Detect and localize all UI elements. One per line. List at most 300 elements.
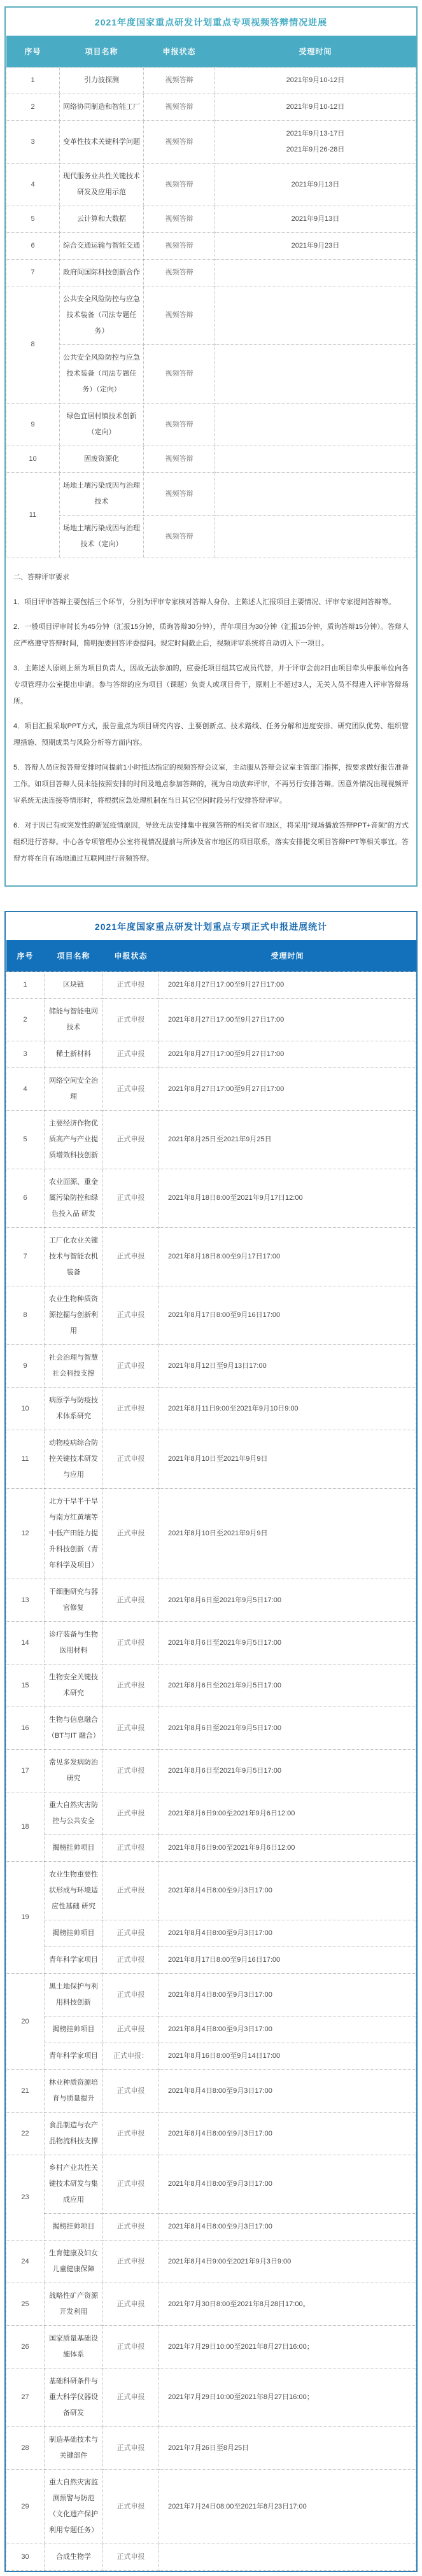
table-row xyxy=(6,1835,416,1862)
project-name-cell: 场地土壤污染成因与治理技术 xyxy=(60,473,144,516)
table-row xyxy=(6,1345,416,1388)
status-cell: 视频答辩 xyxy=(144,404,215,446)
project-name-cell: 绿色宜居村镇技术创新（定向） xyxy=(60,404,144,446)
status-cell: 视频答辩 xyxy=(144,233,215,260)
table-row xyxy=(6,972,416,999)
row-number-cell: 28 xyxy=(6,2427,45,2470)
row-number-cell: 22 xyxy=(6,2113,45,2155)
row-number-cell: 29 xyxy=(6,2470,45,2544)
status-cell: 正式申报 xyxy=(103,1792,159,1835)
row-number-cell: 2 xyxy=(6,94,60,121)
time-cell xyxy=(159,1862,416,1920)
time-line: 2021年8月6日至2021年9月5日17:00 xyxy=(168,1638,281,1647)
time-cell xyxy=(159,1430,416,1489)
status-cell: 正式申报 xyxy=(103,2326,159,2368)
table1-title: 2021年度国家重点研发计划重点专项视频答辩情况进展 xyxy=(94,17,328,27)
project-name-cell: 农业面源、重金属污染防控和绿色投入品 研发 xyxy=(45,1169,103,1228)
row-number-cell: 21 xyxy=(6,2070,45,2113)
project-name-cell: 揭榜挂帅项目 xyxy=(45,2214,103,2241)
time-line: 2021年8月12日至9月13日17:00 xyxy=(168,1362,267,1370)
time-line: 2021年8月6日至2021年9月5日17:00 xyxy=(168,1596,281,1604)
table-row xyxy=(6,1862,416,1920)
status-cell: 正式申报 xyxy=(103,1665,159,1707)
project-name-cell: 稀土新材料 xyxy=(45,1041,103,1068)
time-cell xyxy=(159,2427,416,2470)
time-cell xyxy=(159,1750,416,1792)
table-row xyxy=(6,1622,416,1665)
project-name-cell: 引力波探测 xyxy=(60,67,144,94)
status-cell: 视频答辩 xyxy=(144,206,215,233)
time-cell xyxy=(159,1622,416,1665)
formal-application-table xyxy=(6,940,416,2571)
row-number-cell: 19 xyxy=(6,1862,45,1974)
row-number-cell: 20 xyxy=(6,1974,45,2070)
table-row xyxy=(6,2427,416,2470)
project-name-cell: 区块链 xyxy=(45,972,103,999)
time-cell xyxy=(215,121,416,164)
time-cell xyxy=(159,2368,416,2427)
time-cell xyxy=(159,2043,416,2070)
table-row xyxy=(6,94,416,121)
time-cell xyxy=(215,260,416,286)
table-row xyxy=(6,1169,416,1228)
column-header: 申报状态 xyxy=(144,36,215,67)
row-number-cell: 26 xyxy=(6,2326,45,2368)
column-header: 序号 xyxy=(6,36,60,67)
time-line: 2021年9月10-12日 xyxy=(286,103,345,111)
time-line: 2021年8月4日8:00至9月3日17:00 xyxy=(168,2180,272,2188)
column-header: 序号 xyxy=(6,940,45,972)
status-cell: 正式申报 xyxy=(103,1430,159,1489)
time-cell xyxy=(159,1665,416,1707)
table-row xyxy=(6,1489,416,1579)
time-line: 2021年8月6日9:00至2021年9月6日12:00 xyxy=(168,1844,295,1852)
table-row xyxy=(6,1920,416,1947)
row-number-cell: 24 xyxy=(6,2241,45,2283)
project-name-cell: 重大自然灾害监测预警与防范（文化遗产保护利用专题任务） xyxy=(45,2470,103,2544)
time-line: 2021年9月23日 xyxy=(291,242,340,250)
video-defense-section xyxy=(4,6,418,887)
project-name-cell: 病原学与防疫技术体系研究 xyxy=(45,1388,103,1430)
time-cell xyxy=(159,1920,416,1947)
time-cell xyxy=(159,972,416,999)
time-cell xyxy=(159,1345,416,1388)
time-cell xyxy=(215,473,416,516)
status-cell: 正式申报 xyxy=(103,1835,159,1862)
status-cell: 视频答辩 xyxy=(144,260,215,286)
table-row xyxy=(6,1286,416,1345)
requirement-item: 1．项目评审答辩主要包括三个环节，分别为评审专家核对答辩人身份、主陈述人汇报项目主要情况、评审专家提问答辩等。 xyxy=(13,598,396,606)
row-number-cell: 11 xyxy=(6,1430,45,1489)
time-cell xyxy=(159,1947,416,1974)
time-cell xyxy=(215,94,416,121)
time-line: 2021年9月13-17日 xyxy=(286,130,345,137)
status-cell: 正式申报 xyxy=(103,1707,159,1750)
status-cell: 正式申报 xyxy=(103,2544,159,2571)
column-header: 受理时间 xyxy=(215,36,416,67)
table-row xyxy=(6,2214,416,2241)
project-name-cell: 青年科学家项目 xyxy=(45,1947,103,1974)
row-number-cell: 1 xyxy=(6,972,45,999)
status-cell: 视频答辩 xyxy=(144,345,215,404)
project-name-cell: 北方干旱半干旱与南方红黄壤等中低产田能力提升科技创新（青年科学及项目） xyxy=(45,1489,103,1579)
row-number-cell: 30 xyxy=(6,2544,45,2571)
time-cell xyxy=(159,1068,416,1111)
row-number-cell: 25 xyxy=(6,2283,45,2326)
time-cell xyxy=(215,516,416,558)
time-cell xyxy=(159,2214,416,2241)
table-row xyxy=(6,67,416,94)
time-cell xyxy=(159,1489,416,1579)
time-line: 2021年8月27日17:00至9月27日17:00 xyxy=(168,1050,285,1058)
requirement-item: 3．主陈述人原则上须为项目负责人，因故无法参加的，应委托项目组其它成员代替，并于评审会前2日由项目牵头申报单位向各专项管理办公室提出申请。参与答辩的应为项目（课题）负责人或项目骨干，原则上不超过3人，无关人员不得进入评审答辩场所。 xyxy=(13,665,409,705)
status-cell: 正式申报 xyxy=(103,2470,159,2544)
status-cell: 正式申报 xyxy=(103,1286,159,1345)
time-line: 2021年9月10-12日 xyxy=(286,76,345,84)
status-cell: 视频答辩 xyxy=(144,516,215,558)
project-name-cell: 公共安全风险防控与应急技术装备（司法专题任务）（定向） xyxy=(60,345,144,404)
project-name-cell: 生物安全关键技术研究 xyxy=(45,1665,103,1707)
table-row xyxy=(6,2070,416,2113)
status-cell: 正式申报 xyxy=(103,1111,159,1169)
project-name-cell: 工厂化农业关键技术与智能农机装备 xyxy=(45,1228,103,1286)
project-name-cell: 基础科研条件与重大科学仪器设备研发 xyxy=(45,2368,103,2427)
requirement-item: 5．答辩人员应按答辩安排时间提前1小时抵达指定的视频答辩会议室，主动服从答辩会议室主管部门指挥，按要求做好报告准备工作。如项目答辩人员未能按照安排的时间及地点参加答辩的，视为自动放弃评审，不再另行安排答辩。因意外情况出现视频评审系统无法连接等情形时，将根据应急处理机制在当日其它空闲时段另行安排答辩评审。 xyxy=(13,764,409,805)
table-row xyxy=(6,164,416,206)
table-row xyxy=(6,2544,416,2571)
project-name-cell: 储能与智能电网技术 xyxy=(45,999,103,1041)
project-name-cell: 政府间国际科技创新合作 xyxy=(60,260,144,286)
table-row xyxy=(6,516,416,558)
project-name-cell: 诊疗装备与生物医用材料 xyxy=(45,1622,103,1665)
row-number-cell: 11 xyxy=(6,473,60,558)
requirements-heading: 二、答辩评审要求 xyxy=(13,574,69,581)
time-cell xyxy=(215,206,416,233)
time-line: 2021年8月18日8:00至2021年9月17日12:00 xyxy=(168,1194,303,1202)
row-number-cell: 27 xyxy=(6,2368,45,2427)
project-name-cell: 黑土地保护与利用科技创新 xyxy=(45,1974,103,2016)
project-name-cell: 干细胞研究与器官修复 xyxy=(45,1579,103,1622)
column-header: 受理时间 xyxy=(159,940,416,972)
time-cell xyxy=(159,1388,416,1430)
row-number-cell: 1 xyxy=(6,67,60,94)
project-name-cell: 公共安全风险防控与应急技术装备（司法专题任务） xyxy=(60,286,144,345)
status-cell: 正式申报 xyxy=(103,1228,159,1286)
row-number-cell: 2 xyxy=(6,999,45,1041)
table-row xyxy=(6,1947,416,1974)
project-name-cell: 青年科学家项目 xyxy=(45,2043,103,2070)
project-name-cell: 固废资源化 xyxy=(60,446,144,473)
time-line: 2021年8月17日8:00至9月16日17:00 xyxy=(168,1311,281,1319)
table-header-row xyxy=(6,940,416,972)
status-cell: 正式申报 xyxy=(103,1169,159,1228)
time-line: 2021年8月4日8:00至9月3日17:00 xyxy=(168,2223,272,2230)
status-cell: 正式申报 xyxy=(103,1947,159,1974)
table-row xyxy=(6,446,416,473)
table-row xyxy=(6,1974,416,2016)
status-cell: 正式申报 xyxy=(103,2214,159,2241)
time-line: 2021年8月25日至2021年9月25日 xyxy=(168,1136,272,1143)
time-line: 2021年8月4日8:00至9月3日17:00 xyxy=(168,2087,272,2095)
table-row xyxy=(6,345,416,404)
table-row xyxy=(6,2368,416,2427)
requirement-item: 6．对于因已有或突发性的新冠疫情原因，导致无法安排集中视频答辩的相关省市地区，将采用“现场播放答辩PPT+音频”的方式组织进行答辩。中心各专项管理办公室将视情况提前与所涉及省市地区的项目联系，落实安排提交项目答辩PPT等相关事宜。答辩方将在自有场地通过互联网进行音频答辩。 xyxy=(13,822,409,862)
time-line: 2021年8月6日9:00至2021年9月6日12:00 xyxy=(168,1809,295,1817)
time-cell xyxy=(159,1707,416,1750)
table-row xyxy=(6,1707,416,1750)
table-row xyxy=(6,206,416,233)
project-name-cell: 揭榜挂帅项目 xyxy=(45,1920,103,1947)
time-cell xyxy=(159,1111,416,1169)
project-name-cell: 制造基础技术与关键部件 xyxy=(45,2427,103,2470)
time-cell xyxy=(159,1974,416,2016)
time-cell xyxy=(159,1228,416,1286)
time-line: 2021年7月29日10:00至2021年8月27日16:00； xyxy=(168,2393,314,2401)
status-cell: 视频答辩 xyxy=(144,286,215,345)
status-cell: 正式申报 xyxy=(103,2113,159,2155)
project-name-cell: 网络空间安全治理 xyxy=(45,1068,103,1111)
status-cell: 正式申报 xyxy=(103,2283,159,2326)
table-row xyxy=(6,233,416,260)
project-name-cell: 变革性技术关键科学问题 xyxy=(60,121,144,164)
project-name-cell: 农业生物种质资源挖掘与创新利用 xyxy=(45,1286,103,1345)
time-line: 2021年8月6日至2021年9月5日17:00 xyxy=(168,1681,281,1689)
status-cell: 正式申报 xyxy=(103,1041,159,1068)
time-cell xyxy=(159,2113,416,2155)
table-row xyxy=(6,2043,416,2070)
time-cell xyxy=(159,2070,416,2113)
table-header-row xyxy=(6,36,416,67)
time-cell xyxy=(159,2155,416,2214)
table-row xyxy=(6,2470,416,2544)
time-cell xyxy=(159,2016,416,2043)
time-cell xyxy=(215,404,416,446)
row-number-cell: 4 xyxy=(6,1068,45,1111)
time-cell xyxy=(159,2283,416,2326)
time-cell xyxy=(215,345,416,404)
project-name-cell: 综合交通运输与智能交通 xyxy=(60,233,144,260)
time-line: 2021年8月4日9:00至2021年9月3日9:00 xyxy=(168,2257,292,2265)
time-line: 2021年7月29日10:00至2021年8月27日16:00； xyxy=(168,2342,314,2351)
time-line: 2021年8月10日至2021年9月9日 xyxy=(168,1530,268,1537)
time-cell xyxy=(159,2544,416,2571)
table-row xyxy=(6,1750,416,1792)
project-name-cell: 生育健康及妇女儿童健康保障 xyxy=(45,2241,103,2283)
project-name-cell: 主要经济作物优质高产与产业提质增效科技创新 xyxy=(45,1111,103,1169)
table-row xyxy=(6,2155,416,2214)
row-number-cell: 8 xyxy=(6,1286,45,1345)
status-cell: 正式申报 xyxy=(103,1622,159,1665)
project-name-cell: 现代服务业共性关键技术研发及应用示范 xyxy=(60,164,144,206)
status-cell: 视频答辩 xyxy=(144,67,215,94)
status-cell: 正式申报 xyxy=(103,999,159,1041)
project-name-cell: 乡村产业共性关键技术研发与集成应用 xyxy=(45,2155,103,2214)
time-line: 2021年7月30日8:00至2021年8月28日17:00。 xyxy=(168,2300,310,2308)
time-cell xyxy=(159,1041,416,1068)
time-line: 2021年9月13日 xyxy=(291,215,340,223)
row-number-cell: 14 xyxy=(6,1622,45,1665)
row-number-cell: 5 xyxy=(6,1111,45,1169)
row-number-cell: 7 xyxy=(6,1228,45,1286)
status-cell: 正式申报 xyxy=(103,2241,159,2283)
table-row xyxy=(6,286,416,345)
row-number-cell: 8 xyxy=(6,286,60,404)
time-line: 2021年8月16日8:00至9月14日17:00 xyxy=(168,2052,281,2060)
time-line: 2021年8月17日8:00至9月16日17:00 xyxy=(168,1956,281,1964)
status-cell: 正式申报 xyxy=(103,1388,159,1430)
time-cell xyxy=(159,2470,416,2544)
row-number-cell: 13 xyxy=(6,1579,45,1622)
row-number-cell: 6 xyxy=(6,1169,45,1228)
project-name-cell: 生物与信息融合（BT与IT 融合） xyxy=(45,1707,103,1750)
table-row xyxy=(6,121,416,164)
row-number-cell: 16 xyxy=(6,1707,45,1750)
status-cell: 正式申报 xyxy=(103,1920,159,1947)
time-line: 2021年8月6日至2021年9月5日17:00 xyxy=(168,1724,281,1732)
requirement-item: 4．项目汇报采取PPT方式，报告重点为项目研究内容、主要创新点、技术路线、任务分解和进度安排、研究团队优势、组织管理措施、预期成果与风险分析等方面内容。 xyxy=(13,722,409,747)
column-header: 项目名称 xyxy=(45,940,103,972)
table-row xyxy=(6,260,416,286)
project-name-cell: 揭榜挂帅项目 xyxy=(45,1835,103,1862)
project-name-cell: 食品制造与农产品物流科技支撑 xyxy=(45,2113,103,2155)
row-number-cell: 6 xyxy=(6,233,60,260)
status-cell: 正式申报 xyxy=(103,2155,159,2214)
table-row xyxy=(6,1068,416,1111)
status-cell: 正式申报 xyxy=(103,2070,159,2113)
time-cell xyxy=(215,286,416,345)
status-cell: 正式申报 xyxy=(103,1345,159,1388)
time-line: 2021年8月4日8:00至9月3日17:00 xyxy=(168,1929,272,1937)
project-name-cell: 合成生物学 xyxy=(45,2544,103,2571)
time-cell xyxy=(159,2326,416,2368)
status-cell: 正式申报 xyxy=(103,2368,159,2427)
table-row xyxy=(6,1792,416,1835)
table-row xyxy=(6,1665,416,1707)
project-name-cell: 场地土壤污染成因与治理技术（定向） xyxy=(60,516,144,558)
status-cell: 视频答辩 xyxy=(144,473,215,516)
status-cell: 正式申报 xyxy=(103,2016,159,2043)
time-cell xyxy=(215,446,416,473)
row-number-cell: 18 xyxy=(6,1792,45,1862)
project-name-cell: 林业种质资源培育与质量提升 xyxy=(45,2070,103,2113)
status-cell: 正式申报 xyxy=(103,1974,159,2016)
time-line: 2021年8月11日9:00至2021年9月10日9:00 xyxy=(168,1404,299,1412)
row-number-cell: 15 xyxy=(6,1665,45,1707)
time-line: 2021年8月4日8:00至9月3日17:00 xyxy=(168,1887,272,1894)
time-line: 2021年7月24日08:00至2021年8月23日17:00 xyxy=(168,2502,307,2510)
table-row xyxy=(6,2016,416,2043)
status-cell: 正式申报 xyxy=(103,1579,159,1622)
table-row xyxy=(6,1041,416,1068)
table2-title: 2021年度国家重点研发计划重点专项正式申报进展统计 xyxy=(94,922,328,932)
status-cell: 正式申报 xyxy=(103,1068,159,1111)
time-cell xyxy=(159,1286,416,1345)
table-row xyxy=(6,473,416,516)
project-name-cell: 重大自然灾害防控与公共安全 xyxy=(45,1792,103,1835)
time-line: 2021年7月26日至8月25日 xyxy=(168,2444,250,2452)
row-number-cell: 17 xyxy=(6,1750,45,1792)
time-cell xyxy=(159,2241,416,2283)
requirements-list xyxy=(13,594,409,867)
time-line: 2021年9月13日 xyxy=(291,180,340,188)
status-cell: 正式申报 xyxy=(103,2427,159,2470)
row-number-cell: 23 xyxy=(6,2155,45,2241)
project-name-cell: 网络协同制造和智能工厂 xyxy=(60,94,144,121)
time-cell xyxy=(215,164,416,206)
defense-requirements xyxy=(6,558,416,885)
status-cell: 正式申报 xyxy=(103,1862,159,1920)
time-cell xyxy=(159,1835,416,1862)
table-row xyxy=(6,2241,416,2283)
table-row xyxy=(6,999,416,1041)
time-cell xyxy=(159,1792,416,1835)
row-number-cell: 10 xyxy=(6,446,60,473)
time-cell xyxy=(159,1579,416,1622)
row-number-cell: 10 xyxy=(6,1388,45,1430)
table-row xyxy=(6,2113,416,2155)
formal-application-section xyxy=(4,911,418,2572)
table-row xyxy=(6,1430,416,1489)
project-name-cell: 云计算和大数据 xyxy=(60,206,144,233)
status-cell: 正式申报 xyxy=(103,1750,159,1792)
project-name-cell: 动物疫病综合防控关键技术研发与应用 xyxy=(45,1430,103,1489)
row-number-cell: 7 xyxy=(6,260,60,286)
time-line: 2021年8月18日8:00至9月17日17:00 xyxy=(168,1253,281,1260)
column-header: 项目名称 xyxy=(60,36,144,67)
column-header: 申报状态 xyxy=(103,940,159,972)
time-line: 2021年8月27日17:00至9月27日17:00 xyxy=(168,981,285,989)
time-line: 2021年8月4日8:00至9月3日17:00 xyxy=(168,1990,272,1999)
row-number-cell: 4 xyxy=(6,164,60,206)
table-row xyxy=(6,1228,416,1286)
row-number-cell: 5 xyxy=(6,206,60,233)
time-line: 2021年8月27日17:00至9月27日17:00 xyxy=(168,1085,285,1093)
time-line: 2021年8月10日至2021年9月9日 xyxy=(168,1455,268,1463)
table-row xyxy=(6,2326,416,2368)
time-line: 2021年8月27日17:00至9月27日17:00 xyxy=(168,1015,285,1024)
time-cell xyxy=(159,1169,416,1228)
row-number-cell: 3 xyxy=(6,1041,45,1068)
row-number-cell: 12 xyxy=(6,1489,45,1579)
status-cell: 视频答辩 xyxy=(144,121,215,164)
time-cell xyxy=(215,233,416,260)
status-cell: 视频答辩 xyxy=(144,446,215,473)
status-cell: 正式申报 xyxy=(103,972,159,999)
time-cell xyxy=(215,67,416,94)
time-line: 2021年8月4日8:00至9月3日17:00 xyxy=(168,2129,272,2137)
status-cell: 正式申报： xyxy=(103,2043,159,2070)
table-row xyxy=(6,2283,416,2326)
project-name-cell: 常见多发病防治研究 xyxy=(45,1750,103,1792)
project-name-cell: 揭榜挂帅项目 xyxy=(45,2016,103,2043)
table-row xyxy=(6,1388,416,1430)
time-line: 2021年9月26-28日 xyxy=(286,146,345,153)
time-line: 2021年8月4日8:00至9月3日17:00 xyxy=(168,2025,272,2033)
time-cell xyxy=(159,999,416,1041)
row-number-cell: 3 xyxy=(6,121,60,164)
project-name-cell: 国家质量基础设施体系 xyxy=(45,2326,103,2368)
table-row xyxy=(6,1579,416,1622)
status-cell: 视频答辩 xyxy=(144,94,215,121)
project-name-cell: 战略性矿产资源开发利用 xyxy=(45,2283,103,2326)
status-cell: 视频答辩 xyxy=(144,164,215,206)
row-number-cell: 9 xyxy=(6,1345,45,1388)
status-cell: 正式申报 xyxy=(103,1489,159,1579)
video-defense-table xyxy=(6,36,416,558)
table-row xyxy=(6,1111,416,1169)
time-line: 2021年8月6日至2021年9月5日17:00 xyxy=(168,1766,281,1775)
table-row xyxy=(6,404,416,446)
